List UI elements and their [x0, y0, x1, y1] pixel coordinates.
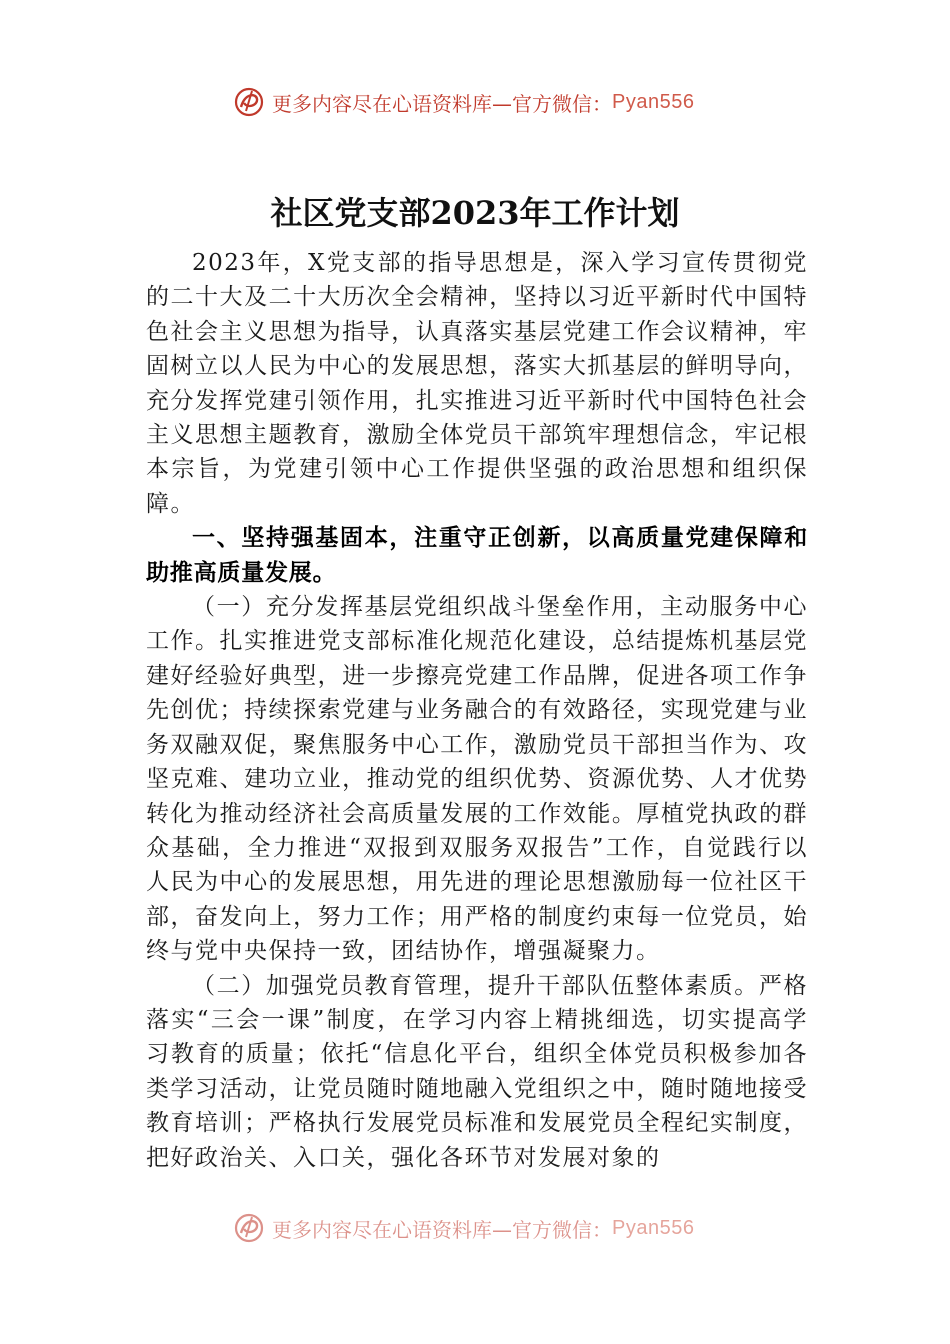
watermark-footer [232, 1208, 732, 1248]
watermark-text: 更多内容尽在心语资料库—官方微信： [272, 1217, 612, 1242]
swirl-logo-icon [232, 1211, 266, 1245]
watermark-code: Pyan556 [612, 1216, 695, 1239]
subsection-1-paragraph: （一）充分发挥基层党组织战斗堡垒作用，主动服务中心工作。扎实推进党支部标准化规范化建设，总结提炼机基层党建好经验好典型，进一步擦亮党建工作品牌，促进各项工作争先创优；持续探索党建与业务融合的有效路径，实现党建与业务双融双促，聚焦服务中心工作，激励党员干部担当作为、攻坚克难、建功立业，推动党的组织优势、资源优势、人才优势转化为推动经济社会高质量发展的工作效能。厚植党执政的群众基础，全力推进“双报到双服务双报告”工作，自觉践行以人民为中心的发展思想，用先进的理论思想激励每一位社区干部，奋发向上，努力工作；用严格的制度约束每一位党员，始终与党中央保持一致，团结协作，增强凝聚力。 [146, 594, 808, 965]
subsection-2-paragraph: （二）加强党员教育管理，提升干部队伍整体素质。严格落实“三会一课”制度，在学习内容上精挑细选，切实提高学习教育的质量；依托“信息化平台，组织全体党员积极参加各类学习活动，让党员随时随地融入党组织之中，随时随地接受教育培训；严格执行发展党员标准和发展党员全程纪实制度，把好政治关、入口关，强化各环节对发展对象的 [146, 972, 808, 1171]
document-title: 社区党支部2023年工作计划 [270, 194, 680, 232]
section-heading-1: 一、坚持强基固本，注重守正创新，以高质量党建保障和助推高质量发展。 [146, 525, 808, 586]
watermark-code: Pyan556 [612, 90, 695, 113]
document-body [146, 246, 808, 1175]
intro-paragraph: 2023年，X党支部的指导思想是，深入学习宣传贯彻党的二十大及二十大历次全会精神，坚持以习近平新时代中国特色社会主义思想为指导，认真落实基层党建工作会议精神，牢固树立以人民为中心的发展思想，落实大抓基层的鲜明导向，充分发挥党建引领作用，扎实推进习近平新时代中国特色社会主义思想主题教育，激励全体党员干部筑牢理想信念，牢记根本宗旨，为党建引领中心工作提供坚强的政治思想和组织保障。 [146, 250, 808, 517]
watermark-text: 更多内容尽在心语资料库—官方微信： [272, 91, 612, 116]
